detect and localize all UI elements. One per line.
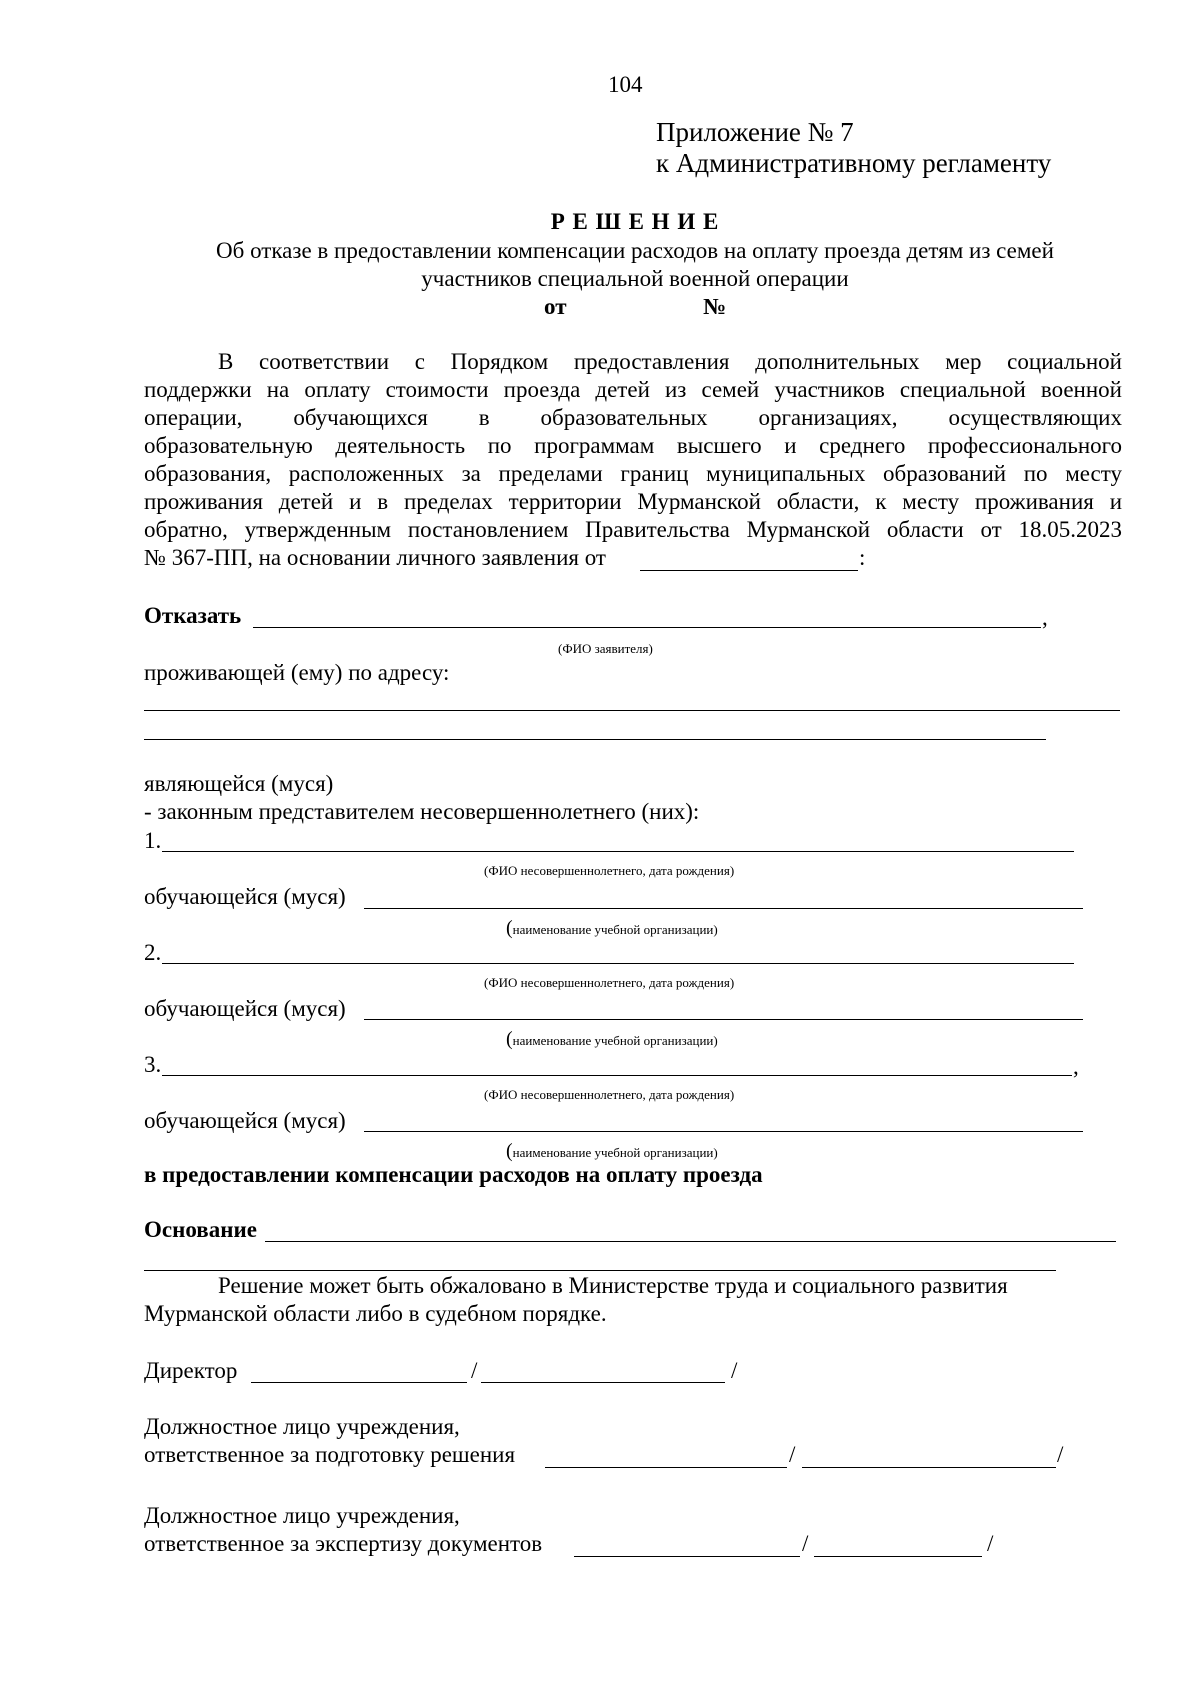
preamble-line: поддержки на оплату стоимости проезда детей из семей участников специальной военной [144,377,1122,402]
child-caption: (ФИО несовершеннолетнего, дата рождения) [484,975,735,990]
child-name-field[interactable] [162,851,1074,852]
student-label: обучающейся (муся) [144,884,346,909]
preamble-line: обратно, утвержденным постановлением Правительства Мурманской области от 18.05.2023 [144,517,1122,542]
official1-role: ответственное за подготовку решения [144,1442,516,1467]
student-label: обучающейся (муся) [144,1108,346,1133]
address-label: проживающей (ему) по адресу: [144,660,450,685]
director-signature-field[interactable] [251,1382,467,1383]
preamble-line: образовательную деятельность по программам высшего и среднего профессионального [144,433,1122,458]
appendix-number: Приложение № 7 [656,117,854,147]
school-caption: (наименование учебной организации) [506,1028,718,1050]
school-name-field[interactable] [364,1131,1083,1132]
being-label: являющейся (муся) [144,771,334,796]
child-number: 2. [144,940,162,965]
address-field-line2[interactable] [144,739,1046,740]
school-name-field[interactable] [364,1019,1083,1020]
appeal-line1: Решение может быть обжаловано в Министерстве труда и социального развития [218,1273,1008,1298]
document-title: Р Е Ш Е Н И Е [550,209,720,234]
child-name-field[interactable] [162,1075,1072,1076]
preamble-line: образования, расположенных за пределами границ муниципальных образований по месту [144,461,1122,486]
applicant-caption: (ФИО заявителя) [558,641,653,656]
compensation-text: в предоставлении компенсации расходов на оплату проезда [144,1162,763,1187]
application-date-field[interactable] [640,570,858,571]
official1-title: Должностное лицо учреждения, [144,1414,460,1439]
official2-title: Должностное лицо учреждения, [144,1503,460,1528]
preamble-colon: : [859,545,866,570]
applicant-name-field[interactable] [253,627,1041,628]
document-subtitle-line1: Об отказе в предоставлении компенсации расходов на оплату проезда детям из семей [216,238,1054,263]
student-label: обучающейся (муся) [144,996,346,1021]
separator-slash: / [471,1358,478,1383]
school-name-field[interactable] [364,908,1083,909]
preamble-line: проживания детей и в пределах территории Мурманской области, к месту проживания и [144,489,1122,514]
document-subtitle-line2: участников специальной военной операции [421,266,849,291]
child-caption: (ФИО несовершеннолетнего, дата рождения) [484,863,735,878]
separator-slash: / [731,1358,738,1383]
official1-signature-field[interactable] [545,1467,787,1468]
official2-name-field[interactable] [814,1556,982,1557]
official2-role: ответственное за экспертизу документов [144,1531,543,1556]
preamble-line: № 367-ПП, на основании личного заявления от [144,545,606,570]
director-name-field[interactable] [481,1382,725,1383]
page-number: 104 [608,72,643,97]
refuse-label: Отказать [144,603,242,628]
child-number: 1. [144,828,162,853]
preamble-paragraph [144,348,1122,572]
official1-name-field[interactable] [802,1467,1056,1468]
separator-slash: / [1057,1442,1064,1467]
director-label: Директор [144,1358,238,1383]
school-caption: (наименование учебной организации) [506,917,718,939]
separator-slash: / [987,1531,994,1556]
separator-slash: / [802,1531,809,1556]
address-field-line1[interactable] [144,710,1120,711]
basis-field-line2[interactable] [144,1270,1056,1271]
child-comma: , [1073,1054,1079,1079]
child-caption: (ФИО несовершеннолетнего, дата рождения) [484,1087,735,1102]
appendix-reference: к Административному регламенту [656,148,1052,178]
child-number: 3. [144,1052,162,1077]
separator-slash: / [789,1442,796,1467]
date-label: от [544,294,567,319]
appeal-line2: Мурманской области либо в судебном порядке. [144,1301,607,1326]
preamble-line: операции, обучающихся в образовательных организациях, осуществляющих [144,405,1122,430]
applicant-comma: , [1042,605,1048,630]
school-caption: (наименование учебной организации) [506,1140,718,1162]
guardian-label: - законным представителем несовершеннолетнего (них): [144,799,700,824]
basis-field-line1[interactable] [265,1241,1116,1242]
basis-label: Основание [144,1217,257,1242]
number-label: № [703,294,727,319]
official2-signature-field[interactable] [574,1556,800,1557]
child-name-field[interactable] [162,963,1074,964]
preamble-line: В соответствии с Порядком предоставления дополнительных мер социальной [218,349,1122,374]
